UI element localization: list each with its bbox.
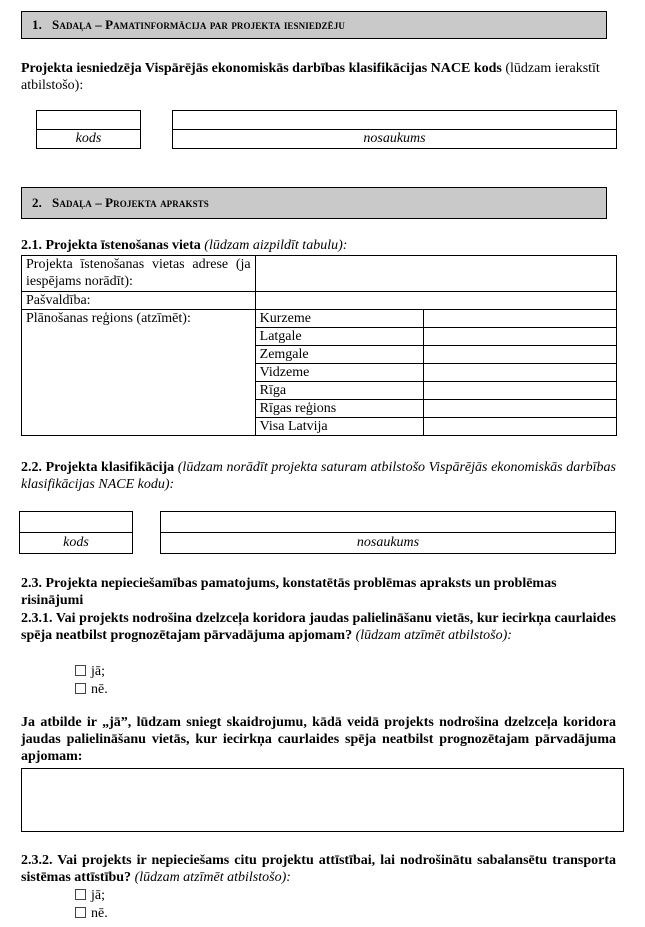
q2-yes-label: jā;	[91, 888, 105, 903]
region-name: Zemgale	[255, 346, 424, 364]
q1-text	[21, 610, 616, 644]
q2-no-option[interactable]	[75, 905, 108, 922]
q2-yes-option[interactable]	[75, 887, 105, 904]
section-1-code-input[interactable]	[36, 110, 141, 130]
q2-no-label: nē.	[91, 906, 108, 921]
q2-text	[21, 852, 616, 886]
nace-question-rest: (lūdzam ierakstīt atbilstošo):	[21, 61, 600, 93]
region-mark-cell[interactable]	[424, 328, 617, 346]
nace-question	[21, 60, 616, 94]
q1-italic: (lūdzam atzīmēt atbilstošo):	[352, 628, 512, 643]
region-name: Visa Latvija	[255, 418, 424, 436]
region-mark-cell[interactable]	[424, 310, 617, 328]
s2-1-heading-bold: 2.1. Projekta īstenošanas vieta	[21, 238, 201, 253]
section-1-header	[21, 11, 607, 39]
region-name: Vidzeme	[255, 364, 424, 382]
s2-2-heading-bold: 2.2. Projekta klasifikācija	[21, 460, 175, 475]
section-2-title: Sadaļa – Projekta apraksts	[52, 195, 209, 210]
section-2-code-input[interactable]	[19, 511, 133, 533]
s2-2-heading-italic: (lūdzam norādīt projekta saturam atbilstošo Vispārējās ekonomiskās darbības klasifikācijas NACE kodu):	[21, 460, 616, 492]
q2-italic: (lūdzam atzīmēt atbilstošo):	[131, 870, 291, 885]
address-input[interactable]	[255, 256, 616, 292]
s2-2-heading	[21, 459, 616, 493]
section-1-name-label: nosaukums	[172, 129, 617, 149]
section-1-code-label: kods	[36, 129, 141, 149]
section-1-number: 1.	[32, 17, 42, 32]
location-table	[21, 255, 617, 436]
s2-3-heading: 2.3. Projekta nepieciešamības pamatojums, konstatētās problēmas apraksts un problēmas risinājumi	[21, 576, 557, 608]
region-mark-cell[interactable]	[424, 382, 617, 400]
nace-question-bold: Projekta iesniedzēja Vispārējās ekonomiskās darbības klasifikācijas NACE kods	[21, 61, 502, 76]
q1-yes-checkbox[interactable]	[75, 665, 86, 676]
region-mark-cell[interactable]	[424, 346, 617, 364]
q1-yes-label: jā;	[91, 664, 105, 679]
s2-1-heading-italic: (lūdzam aizpildīt tabulu):	[200, 238, 348, 253]
row-region-label: Plānošanas reģions (atzīmēt):	[22, 310, 256, 436]
section-2-code-label: kods	[19, 532, 133, 554]
region-name: Latgale	[255, 328, 424, 346]
municipality-input[interactable]	[255, 292, 616, 310]
row-municipality-label: Pašvaldība:	[22, 292, 256, 310]
explanation-textarea[interactable]	[21, 768, 624, 832]
q1-yes-option[interactable]	[75, 663, 105, 680]
q2-yes-checkbox[interactable]	[75, 889, 86, 900]
q2-no-checkbox[interactable]	[75, 907, 86, 918]
region-mark-cell[interactable]	[424, 418, 617, 436]
region-name: Kurzeme	[255, 310, 424, 328]
s2-1-heading	[21, 237, 616, 254]
section-1-name-input[interactable]	[172, 110, 617, 130]
q1-bold: 2.3.1. Vai projekts nodrošina dzelzceļa koridora jaudas palielināšanu vietās, kur iecirkņa caurlaides spēja neatbilst prognozētajam pārvadājuma apjomam?	[21, 611, 616, 643]
row-address-label: Projekta īstenošanas vietas adrese (ja iespējams norādīt):	[22, 256, 256, 292]
q2-bold: 2.3.2. Vai projekts ir nepieciešams citu projektu attīstībai, lai nodrošinātu sabalansētu transporta sistēmas attīstību?	[21, 853, 616, 885]
section-2-name-input[interactable]	[160, 511, 616, 533]
section-2-number: 2.	[32, 195, 42, 210]
q1-no-label: nē.	[91, 682, 108, 697]
followup-text: Ja atbilde ir „jā”, lūdzam sniegt skaidrojumu, kādā veidā projekts nodrošina dzelzceļa koridora jaudas palielināšanu vietās, kur iecirkņa caurlaides spēja neatbilst prognozētajam pārvadājuma apjomam:	[21, 715, 616, 764]
region-mark-cell[interactable]	[424, 400, 617, 418]
q1-no-checkbox[interactable]	[75, 683, 86, 694]
section-2-name-label: nosaukums	[160, 532, 616, 554]
region-mark-cell[interactable]	[424, 364, 617, 382]
section-2-header	[21, 187, 607, 219]
section-1-title: Sadaļa – Pamatinformācija par projekta iesniedzēju	[52, 17, 345, 32]
region-name: Rīga	[255, 382, 424, 400]
q1-no-option[interactable]	[75, 681, 108, 698]
region-name: Rīgas reģions	[255, 400, 424, 418]
